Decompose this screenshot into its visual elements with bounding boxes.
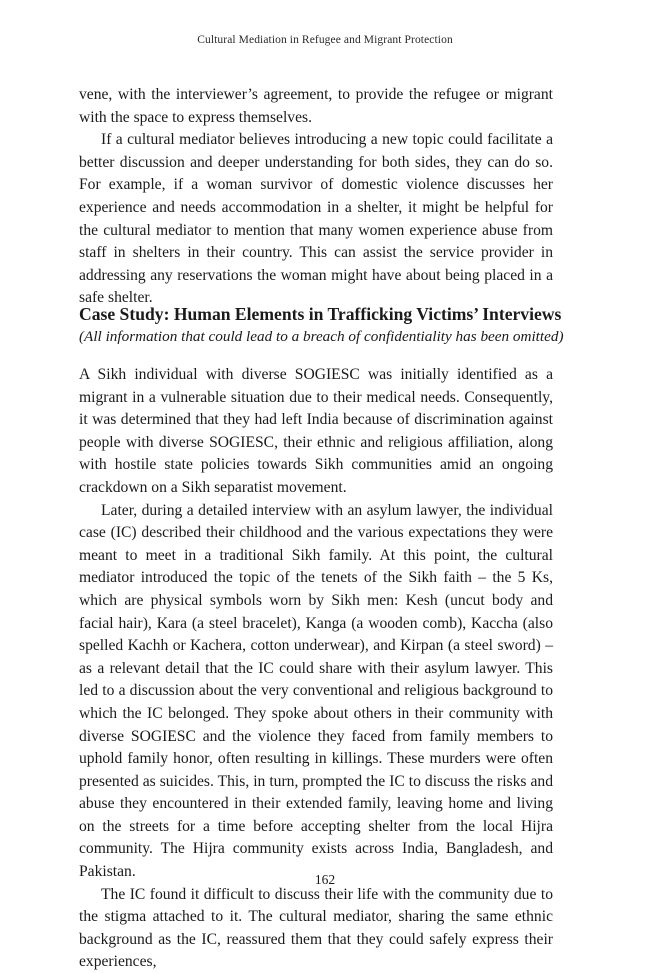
case-study-subtitle: (All information that could lead to a breach of confidentiality has been omitted): [79, 328, 564, 345]
paragraph: Later, during a detailed interview with an asylum lawyer, the individual case (IC) described their childhood and the various expectations they were meant to meet in a traditional Sikh family. At this point, the cultural mediator introduced the topic of the tenets of the Sikh faith – the 5 Ks, which are physical symbols worn by Sikh men: Kesh (uncut body and facial hair), Kara (a steel bracelet), Kanga (a wooden comb), Kaccha (also spelled Kachh or Kachera, cotton underwear), and Kirpan (a steel sword) – as a relevant detail that the IC could share with their asylum lawyer. This led to a discussion about the very conventional and religious background to which the IC belonged. They spoke about others in their community with diverse SOGIESC and the violence they faced from family members to uphold family honor, often resulting in killings. These murders were often presented as suicides. This, in turn, prompted the IC to discuss the risks and abuse they encountered in their extended family, leaving home and living on the streets for a time before accepting shelter from the local Hijra community. The Hijra community exists across India, Bangladesh, and Pakistan.: [79, 501, 553, 881]
page-number: 162: [314, 872, 336, 887]
case-study-heading: [79, 302, 564, 348]
paragraph: If a cultural mediator believes introducing a new topic could facilitate a better discussion and deeper understanding for both sides, they can do so. For example, if a woman survivor of domestic violence discusses her experience and needs accommodation in a shelter, it might be helpful for the cultural mediator to mention that many women experience abuse from staff in shelters in their country. This can assist the service provider in addressing any reservations the woman might have about being placed in a safe shelter.: [79, 131, 553, 307]
running-header: Cultural Mediation in Refugee and Migrant Protection: [197, 34, 453, 46]
paragraph: A Sikh individual with diverse SOGIESC was initially identified as a migrant in a vulnerable situation due to their medical needs. Consequently, it was determined that they had left India because of discrimination against people with diverse SOGIESC, their ethnic and religious affiliation, along with hostile state policies towards Sikh communities amid an ongoing crackdown on a Sikh separatist movement.: [79, 366, 553, 496]
intro-section: [79, 84, 553, 310]
case-study-title: Case Study: Human Elements in Trafficking Victims’ Interviews: [79, 304, 562, 324]
paragraph: The IC found it difficult to discuss their life with the community due to the stigma attached to it. The cultural mediator, sharing the same ethnic background as the IC, reassured them that they could safely express their experiences,: [79, 885, 553, 971]
paragraph: vene, with the interviewer’s agreement, to provide the refugee or migrant with the space to express themselves.: [79, 86, 553, 126]
